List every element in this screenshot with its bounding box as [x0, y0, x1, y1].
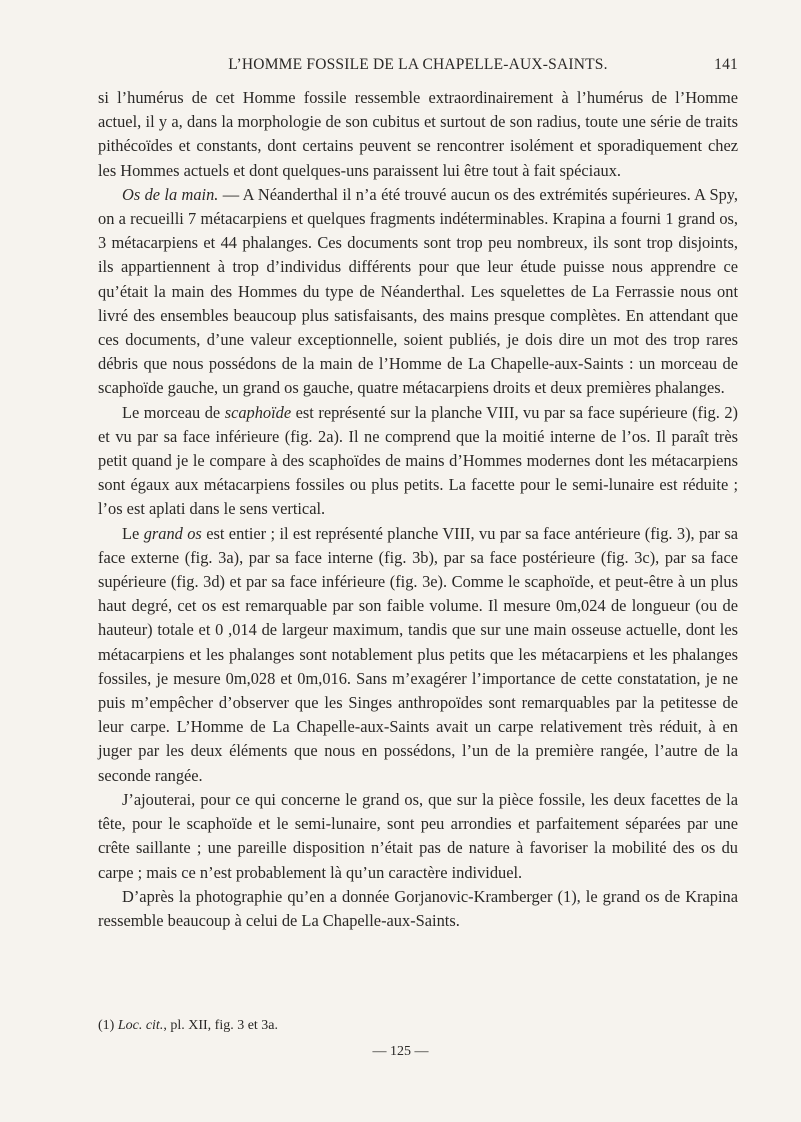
folio: — 125 —: [372, 1044, 429, 1059]
paragraph-4: [98, 522, 738, 788]
footnote-marker: (1): [98, 1018, 115, 1033]
body-text: [98, 86, 738, 933]
paragraph-2-text: — A Néanderthal il n’a été trouvé aucun os des extrémités supérieures. A Spy, on a recueilli 7 métacarpiens et quelques fragments indéterminables. Krapina a fourni 1 grand os, 3 métacarpiens et 44 phalanges. Ces documents sont trop peu nombreux, ils sont trop disjoints, ils appartiennent à trop d’individus différents pour que leur étude puisse nous apprendre ce qu’était la main des Hommes du type de Néanderthal. Les squelettes de La Ferrassie nous ont livré des ensembles beaucoup plus satisfaisants, des mains presque complètes. En attendant que ces documents, d’une valeur exceptionnelle, soient publiés, je dois dire un mot des trop rares débris que nous possédons de la main de l’Homme de La Chapelle-aux-Saints : un morceau de scaphoïde gauche, un grand os gauche, quatre métacarpiens droits et deux premières phalanges.: [98, 184, 739, 398]
footnote-ref: Loc. cit.: [117, 1018, 164, 1033]
paragraph-2: [98, 183, 738, 401]
paragraph-3-text: est représenté sur la planche VIII, vu par sa face supérieure (fig. 2) et vu par sa face inférieure (fig. 2a). Il ne comprend que la moitié interne de l’os. Il paraît très petit quand je le compare à des scaphoïdes de mains d’Hommes modernes dont les métacarpiens sont égaux aux métacarpiens fossiles ou plus petits. La facette pour le semi-lunaire est réduite ; l’os est aplati dans le sens vertical.: [98, 402, 738, 519]
paragraph-4-lead: Le: [122, 523, 144, 543]
paragraph-5: J’ajouterai, pour ce qui concerne le grand os, que sur la pièce fossile, les deux facettes de la tête, pour le scaphoïde et le semi-lunaire, sont peu arrondies et parfaitement séparées par une crête saillante ; une pareille disposition n’était pas de nature à favoriser la mobilité des os du carpe ; mais ce n’est probablement là qu’un caractère individuel.: [98, 789, 738, 882]
paragraph-3-lead: Le morceau de: [122, 402, 225, 422]
term-scaphoide: scaphoïde: [224, 402, 292, 422]
running-title: L’HOMME FOSSILE DE LA CHAPELLE-AUX-SAINTS.: [228, 56, 608, 73]
running-head: [98, 56, 738, 74]
paragraph-3: [98, 401, 738, 522]
page-number: 141: [714, 56, 738, 73]
term-grand-os: grand os: [143, 523, 202, 543]
section-heading-hand-bones: Os de la main.: [122, 184, 219, 204]
paragraph-6: D’après la photographie qu’en a donnée Gorjanovic-Kramberger (1), le grand os de Krapina ressemble beaucoup à celui de La Chapelle-aux-Saints.: [98, 886, 738, 930]
paragraph-1: si l’humérus de cet Homme fossile ressemble extraordinairement à l’humérus de l’Homme actuel, il y a, dans la morphologie de son cubitus et surtout de son radius, toute une série de traits pithécoïdes et constants, dont certains peuvent se rencontrer isolément et sporadiquement chez les Hommes actuels et dont quelques-uns paraissent lui être tout à fait spéciaux.: [98, 88, 738, 180]
paragraph-4-text: est entier ; il est représenté planche VIII, vu par sa face antérieure (fig. 3), par sa face externe (fig. 3a), par sa face interne (fig. 3b), par sa face postérieure (fig. 3c), par sa face supérieure (fig. 3d) et par sa face inférieure (fig. 3e). Comme le scaphoïde, et peut-être à un plus haut degré, cet os est remarquable par son faible volume. Il mesure 0m,024 de longueur (ou de hauteur) totale et 0 ,014 de largeur maximum, tandis que sur une main osseuse actuelle, dont les métacarpiens et les phalanges sont notablement plus petits que les métacarpiens et les phalanges fossiles, je mesure 0m,028 et 0m,016. Sans m’exagérer l’importance de cette constatation, je ne puis m’empêcher d’observer que les Singes anthropoïdes sont remarquables par la petitesse de leur carpe. L’Homme de La Chapelle-aux-Saints avait un carpe relativement très réduit, à en juger par les deux éléments que nous en possédons, l’un de la première rangée, l’autre de la seconde rangée.: [98, 523, 738, 785]
footnote: [98, 1018, 738, 1034]
footnote-text: , pl. XII, fig. 3 et 3a.: [163, 1018, 279, 1033]
